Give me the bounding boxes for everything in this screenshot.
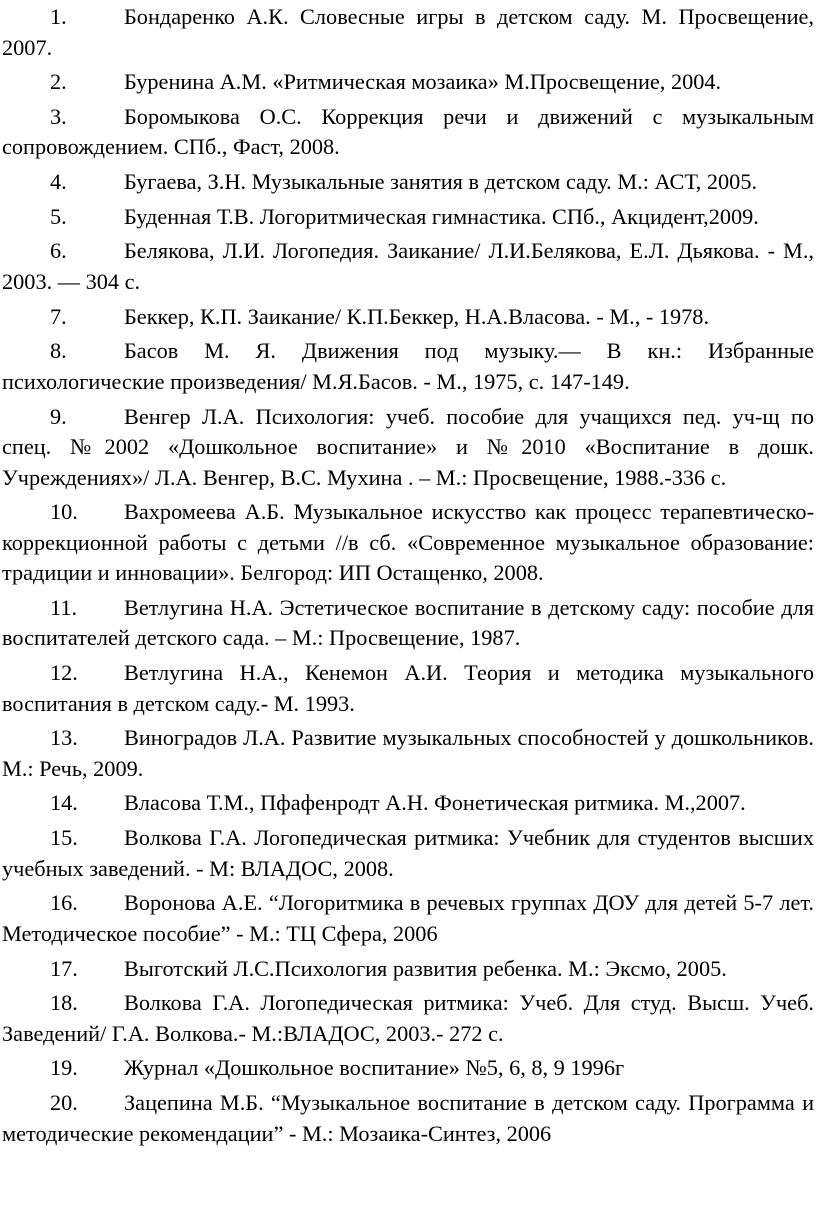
entry-number: 4. [50,169,67,195]
entry-number: 16. [50,890,78,916]
bibliography-entry [2,1088,814,1149]
bibliography-entry [2,788,814,819]
entry-text: Волкова Г.А. Логопедическая ритмика: Учебник для студентов высших учебных заведений. - М: ВЛАДОС, 2008. [2,825,814,881]
bibliography-entry [2,67,814,98]
entry-number: 15. [50,825,78,851]
entry-number: 2. [50,69,67,95]
entry-number: 3. [50,103,67,129]
entry-number: 18. [50,990,78,1016]
bibliography-entry [2,402,814,494]
bibliography-entry [2,593,814,654]
entry-number: 7. [50,303,67,329]
entry-number: 12. [50,660,78,686]
bibliography-entry [2,1053,814,1084]
bibliography-entry [2,167,814,198]
entry-number: 9. [50,403,67,429]
entry-text: Ветлугина Н.А., Кенемон А.И. Теория и методика музыкального воспитания в детском саду.- М. 1993. [2,660,814,716]
bibliography-entry [2,302,814,333]
bibliography-entry [2,723,814,784]
entry-number: 11. [50,594,78,620]
entry-text: Виноградов Л.А. Развитие музыкальных способностей у дошкольников. М.: Речь, 2009. [2,725,814,781]
entry-text: Басов М. Я. Движения под музыку.— В кн.: Избранные психологические произведения/ М.Я.Басов. - М., 1975, с. 147-149. [2,338,814,394]
bibliography-entry [2,2,814,63]
entry-text: Буренина А.М. «Ритмическая мозаика» М.Просвещение, 2004. [124,69,722,95]
entry-number: 5. [50,203,67,229]
entry-number: 19. [50,1055,78,1081]
bibliography-entry [2,336,814,397]
bibliography-entry [2,236,814,297]
bibliography-entry [2,988,814,1049]
entry-text: Вахромеева А.Б. Музыкальное искусство как процесс терапевтическо-коррекционной работы с детьми //в сб. «Современное музыкальное образование: традиции и инновации». Белгород: ИП Остащенко, 2008. [2,499,814,586]
entry-text: Воронова А.Е. “Логоритмика в речевых группах ДОУ для детей 5-7 лет. Методическое пособие” - М.: ТЦ Сфера, 2006 [2,890,814,946]
bibliography-entry [2,954,814,985]
bibliography-entry [2,497,814,589]
entry-number: 20. [50,1090,78,1116]
entry-text: Ветлугина Н.А. Эстетическое воспитание в детскому саду: пособие для воспитателей детского сада. – М.: Просвещение, 1987. [2,594,814,651]
entry-text: Боромыкова О.С. Коррекция речи и движений с музыкальным сопровождением. СПб., Фаст, 2008. [2,103,814,160]
bibliography-entry [2,658,814,719]
entry-number: 1. [50,4,67,29]
entry-number: 17. [50,955,78,981]
entry-text: Власова Т.М., Пфафенродт А.Н. Фонетическая ритмика. М.,2007. [124,790,746,816]
entry-number: 8. [50,338,67,364]
entry-text: Выготский Л.С.Психология развития ребенка. М.: Эксмо, 2005. [124,955,727,981]
entry-text: Бондаренко А.К. Словесные игры в детском саду. М. Просвещение, 2007. [2,4,814,60]
entry-number: 6. [50,238,67,264]
entry-text: Волкова Г.А. Логопедическая ритмика: Учеб. Для студ. Высш. Учеб. Заведений/ Г.А. Волкова.- М.:ВЛАДОС, 2003.- 272 с. [2,990,814,1046]
entry-text: Белякова, Л.И. Логопедия. Заикание/ Л.И.Белякова, Е.Л. Дьякова. - М., 2003. — 304 с. [2,238,814,294]
entry-text: Журнал «Дошкольное воспитание» №5, 6, 8, 9 1996г [124,1055,625,1081]
bibliography-entry [2,202,814,233]
entry-number: 13. [50,725,78,751]
entry-text: Зацепина М.Б. “Музыкальное воспитание в детском саду. Программа и методические рекомендации” - М.: Мозаика-Синтез, 2006 [2,1090,814,1146]
bibliography-list [2,2,814,1149]
entry-number: 10. [50,499,78,525]
bibliography-entry [2,102,814,163]
entry-text: Буденная Т.В. Логоритмическая гимнастика. СПб., Акцидент,2009. [124,203,759,229]
entry-text: Бугаева, З.Н. Музыкальные занятия в детском саду. М.: АСТ, 2005. [124,169,758,195]
entry-number: 14. [50,790,78,816]
entry-text: Беккер, К.П. Заикание/ К.П.Беккер, Н.А.Власова. - М., - 1978. [124,303,710,329]
bibliography-entry [2,888,814,949]
entry-text: Венгер Л.А. Психология: учеб. пособие для учащихся пед. уч-щ по спец. №2002 «Дошкольное воспитание» и №2010 «Воспитание в дошк. Учреждениях»/ Л.А. Венгер, В.С. Мухина . – М.: Просвещение, 1988.-336 с. [2,403,814,490]
bibliography-entry [2,823,814,884]
